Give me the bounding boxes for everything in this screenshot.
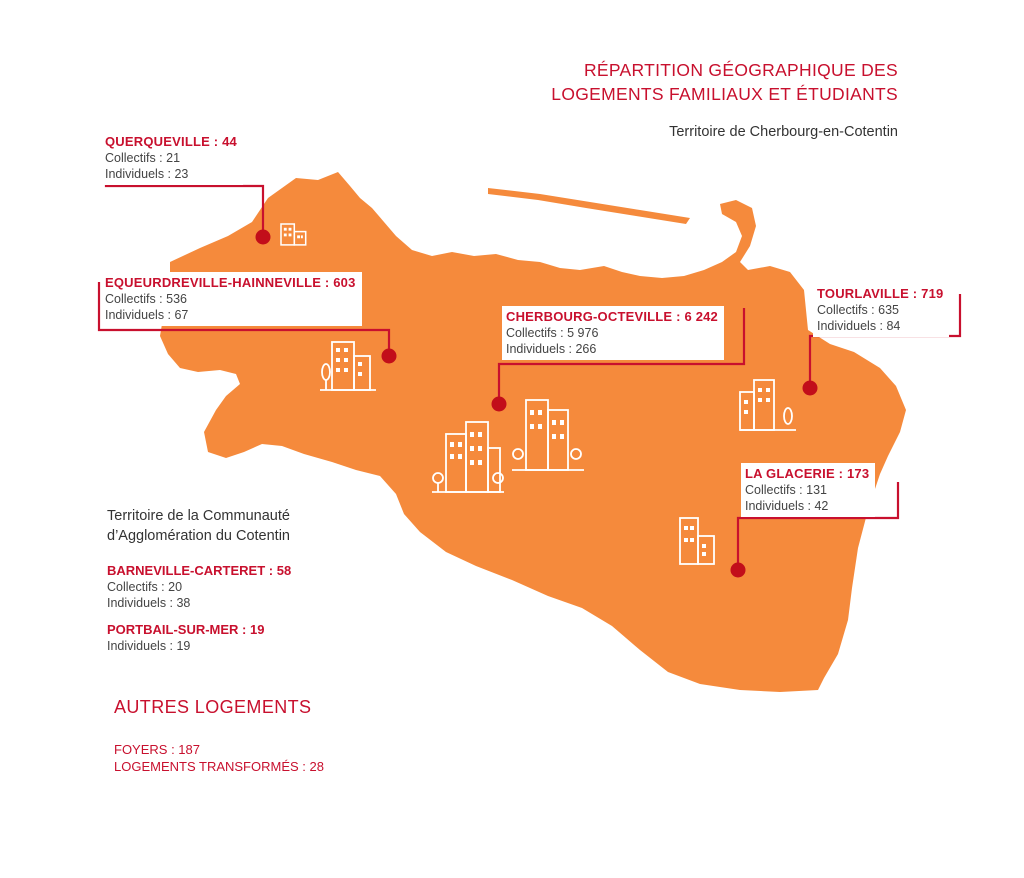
marker-equeurdreville — [382, 349, 397, 364]
individuels-value: Individuels : 42 — [745, 499, 829, 513]
individuels-value: Individuels : 38 — [107, 596, 191, 610]
territory-cotentin-line-2: d’Agglomération du Cotentin — [107, 528, 290, 544]
logements-transformes-value: LOGEMENTS TRANSFORMÉS : 28 — [114, 759, 324, 774]
commune-name: LA GLACERIE : 173 — [745, 466, 870, 481]
label-equeurdreville — [101, 272, 362, 326]
cotentin-block — [107, 506, 291, 654]
label-cherbourg — [502, 306, 724, 360]
collectifs-value: Collectifs : 20 — [107, 580, 183, 594]
commune-name: TOURLAVILLE : 719 — [817, 286, 944, 301]
collectifs-value: Collectifs : 131 — [745, 483, 827, 497]
label-tourlaville — [813, 283, 949, 337]
page-title — [551, 58, 898, 106]
commune-name: BARNEVILLE-CARTERET : 58 — [107, 563, 292, 578]
individuels-value: Individuels : 19 — [107, 639, 191, 653]
marker-laglacerie — [731, 563, 746, 578]
marker-cherbourg — [492, 397, 507, 412]
foyers-value: FOYERS : 187 — [114, 742, 200, 757]
autres-logements-list — [114, 741, 324, 775]
commune-name: CHERBOURG-OCTEVILLE : 6 242 — [506, 309, 718, 324]
harbour-breakwater — [488, 188, 690, 224]
label-querqueville — [101, 131, 243, 185]
autres-logements-title: AUTRES LOGEMENTS — [114, 697, 312, 717]
individuels-value: Individuels : 67 — [105, 308, 189, 322]
individuels-value: Individuels : 23 — [105, 167, 189, 181]
territory-cherbourg-label: Territoire de Cherbourg-en-Cotentin — [669, 124, 898, 140]
collectifs-value: Collectifs : 536 — [105, 292, 187, 306]
commune-barneville — [107, 562, 291, 611]
commune-name: QUERQUEVILLE : 44 — [105, 134, 237, 149]
title-line-2: LOGEMENTS FAMILIAUX ET ÉTUDIANTS — [551, 84, 898, 104]
commune-name: EQUEURDREVILLE-HAINNEVILLE : 603 — [105, 275, 356, 290]
commune-name: PORTBAIL-SUR-MER : 19 — [107, 622, 265, 637]
individuels-value: Individuels : 266 — [506, 342, 597, 356]
marker-querqueville — [256, 230, 271, 245]
individuels-value: Individuels : 84 — [817, 319, 901, 333]
collectifs-value: Collectifs : 5 976 — [506, 326, 599, 340]
collectifs-value: Collectifs : 21 — [105, 151, 181, 165]
marker-tourlaville — [803, 381, 818, 396]
commune-portbail — [107, 621, 291, 654]
territory-cotentin-line-1: Territoire de la Communauté — [107, 508, 290, 524]
label-laglacerie — [741, 463, 875, 517]
title-line-1: RÉPARTITION GÉOGRAPHIQUE DES — [583, 60, 898, 80]
collectifs-value: Collectifs : 635 — [817, 303, 899, 317]
